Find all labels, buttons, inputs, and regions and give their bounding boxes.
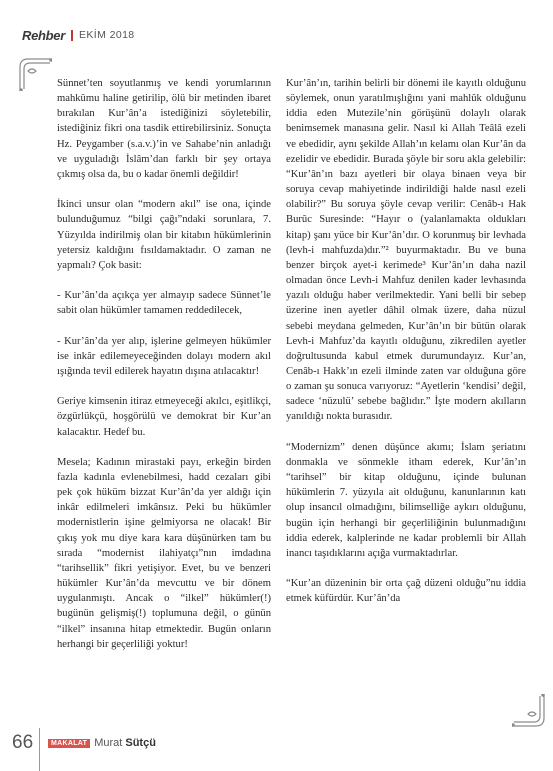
paragraph: Geriye kimsenin itiraz etmeyeceği akılcı, eşitlikçi, özgürlükçü, hoşgörülü ve demokrat bir Kur’an kalacaktır. Hedef bu. bbox=[57, 396, 271, 438]
issue-date: EKİM 2018 bbox=[79, 29, 135, 41]
paragraph: - Kur’ân’da yer alıp, işlerine gelmeyen hükümler ise inkâr edilemeyeceğinden dolayı modern akıl ışığında tevil edilerek hayatın dışına atılacaktır! bbox=[57, 335, 271, 377]
paragraph: “Kur’an düzeninin bir orta çağ düzeni olduğu”nu iddia etmek küfürdür. Kur’ân’da bbox=[286, 578, 526, 605]
section-tag: MAKALAT bbox=[48, 739, 90, 748]
corner-ornament-icon bbox=[512, 694, 546, 728]
paragraph: Sünnet’ten soyutlanmış ve kendi yorumlarının mahkûmu haline getirilip, ölü bir metinden ibaret bırakılan Kur’ân’a istediğinizi söyletebilir, istediğiniz fikri ona tasdik ettirebilirsiniz. Sonuçta Hz. Peygamber (s.a.v.)’in ve Sahabe’nin anladığı ve uyguladığı İslâm’dan farklı bir şey ortaya çıkmış olsa da, bu o kadar önemli değildir! bbox=[57, 78, 271, 180]
author-name bbox=[94, 737, 156, 749]
paragraph: - Kur’ân’da açıkça yer almayıp sadece Sünnet’le sabit olan hükümler tamamen reddedilecek, bbox=[57, 290, 271, 317]
paragraph: İkinci unsur olan “modern akıl” ise ona, içinde bulunduğumuz “bilgi çağı”ndaki sorunlara, 7. Yüzyılda indirilmiş olan bir kitabın hükümlerinin yetersiz kaldığını fısıldamaktadır. O zaman ne yapmalı? Çok basit: bbox=[57, 199, 271, 271]
paragraph: Mesela; Kadının mirastaki payı, erkeğin birden fazla kadınla evlenebilmesi, hadd cezaları gibi pek çok hüküm bizzat Kur’ân’da yer aldığı için inkâr edilmeleri imkânsız. Peki bu hükümler modernistlerin işine gelmiyorsa ne olacak! Bir çıkış yok mu diye kara kara düşünürken tam bu sırada “modernist ilahiyatçı”nın imdadına “tarihsellik” fikri yetişiyor. Evet, bu ve benzeri hükümler Kur’ân’da mevcuttu ve bir dönem uygulanmıştı. Ancak o “ilkel” hükümler(!) bugünün gelişmiş(!) toplumuna değil, o günün “ilkel” insanına hitap etmektedir. Bugün onların herhangi bir geçerliliği yoktur! bbox=[57, 456, 271, 650]
left-text-column bbox=[57, 76, 271, 667]
footer-divider bbox=[39, 728, 40, 771]
author-last-name: Sütçü bbox=[125, 737, 156, 749]
corner-ornament-icon bbox=[18, 57, 52, 91]
page-number: 66 bbox=[12, 732, 34, 753]
footer bbox=[48, 737, 156, 749]
page-header bbox=[22, 28, 135, 42]
right-text-column bbox=[286, 76, 526, 622]
magazine-logo: Rehber bbox=[22, 27, 65, 43]
paragraph: “Modernizm” denen düşünce akımı; İslam şeriatını donmakla ve sönmekle itham ederek, Kur’ân’ın “tarihsel” bir kitap olduğunu, içinde bulunan hükümlerin 7. yüzyıla ait olduğunu, kanunlarının katı olup insancıl olmadığını, bilimselliğe aykırı olduğunu, bugün için herhangi bir geçerliliğinin bulunmadığını iddia ederek, kalplerinde ne kadar problemli bir Allah inancı taşıdıklarını açığa vurmaktadırlar. bbox=[286, 441, 526, 559]
paragraph: Kur’ân’ın, tarihin belirli bir dönemi ile kayıtlı olduğunu söylemek, onun yaratılmışlığını yani mahlûk olduğunu iddia eden Mutezile’nin görüşünü dolaylı olarak benimsemek manasına gelir. Nasıl ki Allah Teâlâ ezeli ve ebedidir, aynı şekilde Allah’ın kelamı olan Kur’ân da ezelidir ve ebedidir. Burada şöyle bir soru akla gelebilir: “Kur’ân’ın bazı ayetleri bir olaya binaen veya bir soruya cevap mahiyetinde indirildiği halde nasıl ezeli olabilir?” Bu soruya şöyle cevap verilir: Cenâb-ı Hak Burûc Suresinde: “Hayır o (yalanlamakta oldukları kitap) şanı yüce bir Kur’ân’dır. O korunmuş bir levhada (levh-i mahfuzda)dır.”² buyurmaktadır. Bu ve buna benzer birçok ayet-i kerimede³ Kur’ân’ın daha nazil olmadan önce Levh-i Mahfuz denilen kader levhasında yazılı olduğu haber verilmektedir. Yani belli bir sebep üzerine inen ayetler dâhil olmak üzere, daha nüzul sebebi meydana gelmeden, Kur’ân’ın bir bütün olarak Levh-i Mahfuz’da kayıtlı olduğunu, zikredilen ayetler doğrultusunda kabul etmek durumundayız. Kur’an, Cenâb-ı Hakk’ın ezeli ilminde zaten var olduğuna göre o zaman şu sonuca varıyoruz: “Ayetlerin ‘kendisi’ değil, sadece ‘nüzulü’ sebebe bağlıdır.” İşte modern akılların yanıldığı nokta burasıdır. bbox=[286, 78, 526, 423]
header-divider bbox=[71, 30, 73, 41]
author-first-name: Murat bbox=[94, 737, 123, 749]
